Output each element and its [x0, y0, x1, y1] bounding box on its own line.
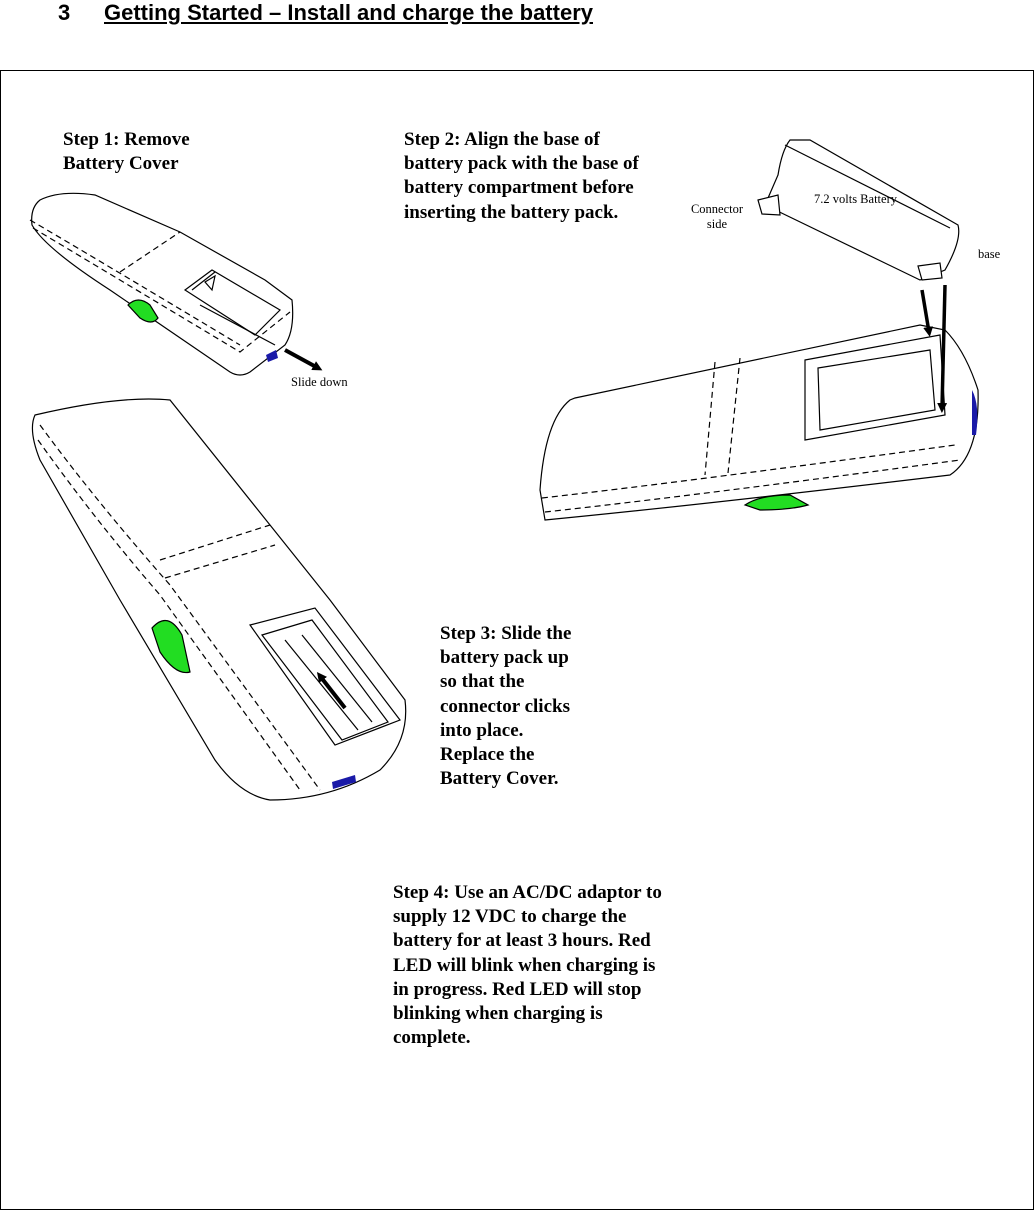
step1-text: Step 1: Remove Battery Cover — [63, 129, 190, 175]
remote-step1-illustration — [30, 193, 318, 375]
step3-text: Step 3: Slide the battery pack up so that the connector clicks into place. Replace the Battery Cover. — [440, 623, 572, 790]
section-title: Getting Started – Install and charge the battery — [104, 0, 593, 25]
step2-text: Step 2: Align the base of battery pack with the base of battery compartment before inserting the battery pack. — [404, 129, 639, 223]
slide-down-arrow — [285, 350, 318, 368]
remote-step3-illustration — [32, 399, 405, 800]
connector-side-label: Connector side — [690, 202, 744, 231]
section-number: 3 — [58, 0, 71, 25]
step4-text: Step 4: Use an AC/DC adaptor to supply 12 VDC to charge the battery for at least 3 hours. Red LED will blink when charging is in progress. Red LED will stop blinking when charging is complete. — [393, 882, 662, 1049]
slide-down-label: Slide down — [291, 375, 348, 389]
battery-label: 7.2 volts Battery — [814, 192, 897, 206]
base-label: base — [978, 247, 1001, 261]
battery-pack — [765, 140, 959, 280]
